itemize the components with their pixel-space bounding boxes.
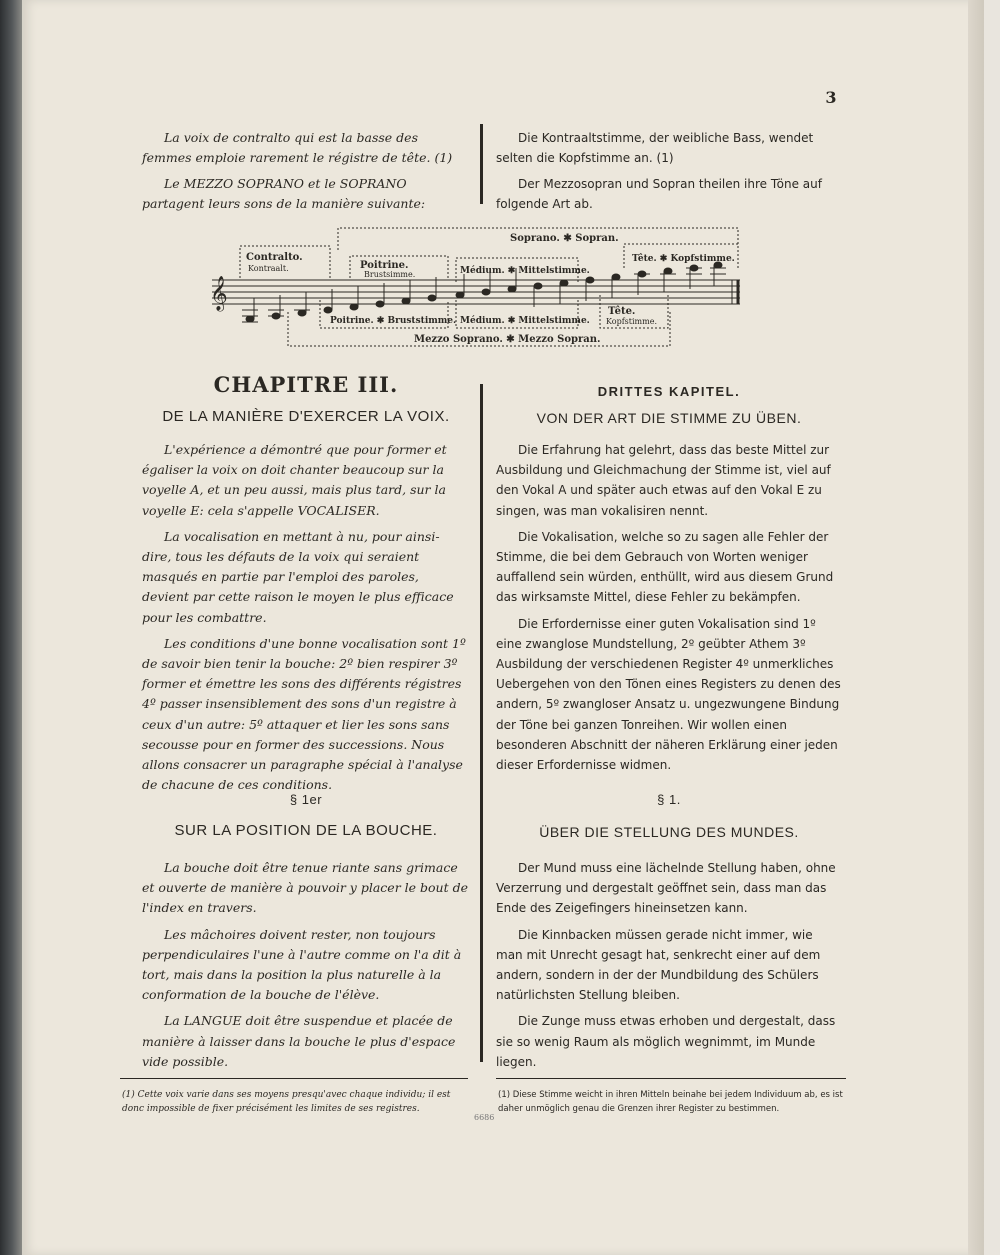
- label-contralto: Contralto.: [246, 252, 303, 263]
- intro-de-paragraph: Der Mezzosopran und Sopran theilen ihre Töne auf folgende Art ab.: [496, 177, 822, 211]
- intro-fr-paragraph: La voix de contralto qui est la basse des femmes emploie rarement le régistre de tête. (1): [142, 130, 453, 165]
- chapter-title-fr: CHAPITRE III.: [213, 372, 399, 397]
- note: [350, 304, 358, 310]
- book-spine: [0, 0, 22, 1255]
- label-medium-bottom: Médium. ✱ Mittelstimme.: [460, 316, 590, 326]
- label-tete-top: Tête. ✱ Kopfstimme.: [632, 254, 735, 264]
- intro-fr-paragraph: Le MEZZO SOPRANO et le SOPRANO partagent leurs sons de la manière suivante:: [142, 176, 426, 211]
- note: [482, 289, 490, 295]
- section-title-fr: SUR LA POSITION DE LA BOUCHE.: [174, 822, 438, 839]
- note: [612, 274, 620, 280]
- section-fr-paragraph: La bouche doit être tenue riante sans grimace et ouverte de manière à pouvoir y placer le bout de l'index en travers.: [142, 860, 468, 916]
- section-body-de: [496, 858, 842, 1078]
- chapter-body-de: [496, 440, 842, 781]
- section-fr-paragraph: La LANGUE doit être suspendue et placée de manière à laisser dans la bouche le plus d'espace vide possible.: [142, 1013, 456, 1069]
- section-body-fr: [142, 858, 468, 1078]
- label-tete-bottom: Tête.: [608, 306, 636, 317]
- note: [534, 283, 542, 289]
- chapter-de-paragraph: Die Vokalisation, welche so zu sagen alle Fehler der Stimme, die bei dem Gebrauch von Worten weniger auffallend sein würden, enthüllt, wird aus diesem Grund das wirksamste Mittel, diese Fehler zu bekämpfen.: [496, 529, 834, 605]
- plate-number: 6686: [474, 1113, 495, 1122]
- section-de-paragraph: Die Zunge muss etwas erhoben und dergestalt, dass sie so wenig Raum als möglich wegnimmt, im Munde liegen.: [496, 1014, 836, 1069]
- chapter-subtitle-de: VON DER ART DIE STIMME ZU ÜBEN.: [536, 410, 802, 426]
- footnote-fr: (1) Cette voix varie dans ses moyens presqu'avec chaque individu; il est donc impossible de fixer précisément les limites de ses registres.: [122, 1090, 451, 1114]
- label-poitrine-top: Poitrine.: [360, 260, 409, 271]
- section-number-fr: § 1er: [289, 792, 323, 807]
- chapter-body-fr: [142, 440, 468, 801]
- note: [428, 295, 436, 301]
- note: [324, 307, 332, 313]
- intro-german: [496, 128, 842, 220]
- section-fr-paragraph: Les mâchoires doivent rester, non toujours perpendiculaires l'une à l'autre comme on l'a dit à tort, mais dans la position la plus naturelle à la conformation de la bouche de l'élève.: [142, 926, 462, 1003]
- chapter-de-paragraph: Die Erfordernisse einer guten Vokalisation sind 1º eine zwanglose Mundstellung, 2º geübter Athem 3º Ausbildung der verschiedenen Register 4º unmerkliches Uebergehen von den Tönen eines Registers zu denen des andern, 5º zwangloser Ansatz u. ungezwungene Bindung der Töne bei ganzen Tonreihen. Wir wollen einen besonderen Abschnitt der näheren Erklärung einer jeden dieser Erfordernisse widmen.: [496, 616, 841, 773]
- chapter-de-paragraph: Die Erfahrung hat gelehrt, dass das beste Mittel zur Ausbildung und Gleichmachung der Stimme ist, viel auf den Vokal A und später auch etwas auf den Vokal E zu singen, was man vokalisiren nennt.: [496, 443, 831, 518]
- section-title-de: ÜBER DIE STELLUNG DES MUNDES.: [539, 824, 799, 840]
- chapter-subtitle-fr: DE LA MANIÈRE D'EXERCER LA VOIX.: [162, 408, 450, 425]
- note: [456, 292, 464, 298]
- note: [298, 310, 306, 316]
- note: [690, 265, 698, 271]
- treble-clef-icon: 𝄞: [210, 276, 228, 311]
- column-divider-top: [480, 124, 483, 204]
- section-de-paragraph: Der Mund muss eine lächelnde Stellung haben, ohne Verzerrung und dergestalt geöffnet sein, dass man das Ende des Zeigefingers hineinsetzen kann.: [496, 861, 836, 916]
- page-edge: [968, 0, 984, 1255]
- label-medium-top: Médium. ✱ Mittelstimme.: [460, 266, 590, 276]
- footnote-rule-fr: [120, 1078, 468, 1079]
- note: [272, 313, 280, 319]
- intro-french: [142, 128, 470, 220]
- note: [586, 277, 594, 283]
- label-tete-bottom-de: Kopfstimme.: [606, 317, 657, 326]
- note: [560, 280, 568, 286]
- footnote-rule-de: [496, 1078, 846, 1079]
- note: [638, 271, 646, 277]
- label-contralto-de: Kontraalt.: [248, 264, 289, 273]
- chapter-fr-paragraph: La vocalisation en mettant à nu, pour ainsi-dire, tous les défauts de la voix qui seraient masqués en partie par l'emploi des paroles, devient par cette raison le moyen le plus efficace pour les combattre.: [142, 528, 454, 625]
- section-de-paragraph: Die Kinnbacken müssen gerade nicht immer, wie man mit Unrecht gesagt hat, senkrecht einer auf dem andern, sondern in der der Mundbildung des Schülers natürlichsten Stellung bleiben.: [496, 927, 821, 1003]
- note: [376, 301, 384, 307]
- note: [246, 316, 254, 322]
- label-poitrine-bottom: Poitrine. ✱ Bruststimme.: [330, 316, 457, 326]
- chapter-fr-paragraph: Les conditions d'une bonne vocalisation sont 1º de savoir bien tenir la bouche: 2º bien respirer 3º former et émettre les sons des différents régistres 4º passer insensiblement des sons d'un registre à ceux d'un autre: 5º attaquer et lier les sons sans secousse pour en former des successions. Nous allons consacrer un paragraphe spécial à l'analyse de chacune de ces conditions.: [142, 635, 466, 793]
- label-mezzo: Mezzo Soprano. ✱ Mezzo Sopran.: [414, 334, 601, 345]
- page-number: 3: [825, 88, 837, 107]
- note: [508, 286, 516, 292]
- section-number-de: § 1.: [657, 792, 681, 807]
- note: [402, 298, 410, 304]
- column-divider-main: [480, 384, 483, 1062]
- chapter-fr-paragraph: L'expérience a démontré que pour former et égaliser la voix on doit chanter beaucoup sur la voyelle A, et un peu aussi, mais plus tard, sur la voyelle E: cela s'appelle VOCALISER.: [142, 442, 447, 518]
- note: [664, 268, 672, 274]
- chapter-title-de: DRITTES KAPITEL.: [597, 384, 741, 399]
- intro-de-paragraph: Die Kontraaltstimme, der weibliche Bass, wendet selten die Kopfstimme an. (1): [496, 131, 814, 165]
- footnote-de: (1) Diese Stimme weicht in ihren Mitteln beinahe bei jedem Individuum ab, es ist daher unmöglich genau die Grenzen ihrer Register zu bestimmen.: [498, 1090, 843, 1114]
- label-poitrine-top-de: Brustsimme.: [364, 270, 416, 279]
- label-soprano: Soprano. ✱ Sopran.: [510, 233, 619, 244]
- register-diagram: [200, 220, 760, 355]
